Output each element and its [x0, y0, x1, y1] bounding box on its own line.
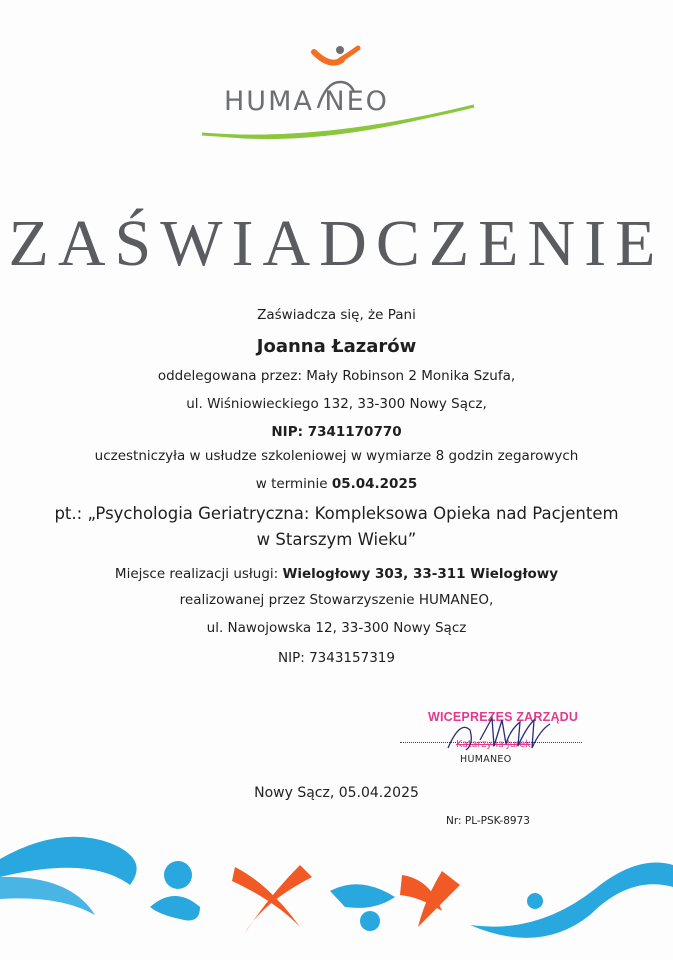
stamp-org: HUMANEO	[460, 754, 512, 765]
course-title-line-1: pt.: „Psychologia Geriatryczna: Kompleksowa Opieka nad Pacjentem	[54, 504, 619, 523]
humaneo-logo	[190, 40, 490, 150]
date-value: 05.04.2025	[331, 476, 418, 492]
course-title-line-2: w Starszym Wieku”	[256, 530, 417, 549]
stamp-role: WICEPREZES ZARZĄDU	[428, 710, 579, 724]
stamp-name: Katarzyna Jurek	[456, 739, 531, 750]
organizer-nip: NIP: 7343157319	[278, 650, 395, 666]
participant-nip: NIP: 7341170770	[271, 424, 402, 440]
logo-wordmark: HUMA NEO	[224, 86, 389, 117]
intro-line: Zaświadcza się, że Pani	[257, 307, 416, 323]
date-line	[0, 476, 673, 492]
delegated-line: oddelegowana przez: Mały Robinson 2 Monika Szufa,	[157, 368, 516, 384]
organizer-address: ul. Nawojowska 12, 33-300 Nowy Sącz	[206, 620, 467, 636]
place-and-date: Nowy Sącz, 05.04.2025	[254, 785, 419, 801]
decorative-swooshes	[0, 815, 673, 960]
address-line: ul. Wiśniowieckiego 132, 33-300 Nowy Sącz,	[186, 396, 487, 412]
place-prefix: Miejsce realizacji usługi:	[114, 566, 279, 582]
participant-name: Joanna Łazarów	[256, 336, 417, 357]
place-line	[0, 566, 673, 582]
place-value: Wielogłowy 303, 33-311 Wielogłowy	[282, 566, 559, 582]
certificate-number: Nr: PL-PSK-8973	[446, 815, 530, 827]
organizer-line: realizowanej przez Stowarzyszenie HUMANEO,	[179, 592, 494, 608]
document-title: ZAŚWIADCZENIE	[8, 207, 665, 280]
handwritten-signature	[430, 700, 590, 760]
participation-line: uczestniczyła w usłudze szkoleniowej w wymiarze 8 godzin zegarowych	[94, 448, 579, 464]
date-prefix: w terminie	[255, 476, 328, 492]
